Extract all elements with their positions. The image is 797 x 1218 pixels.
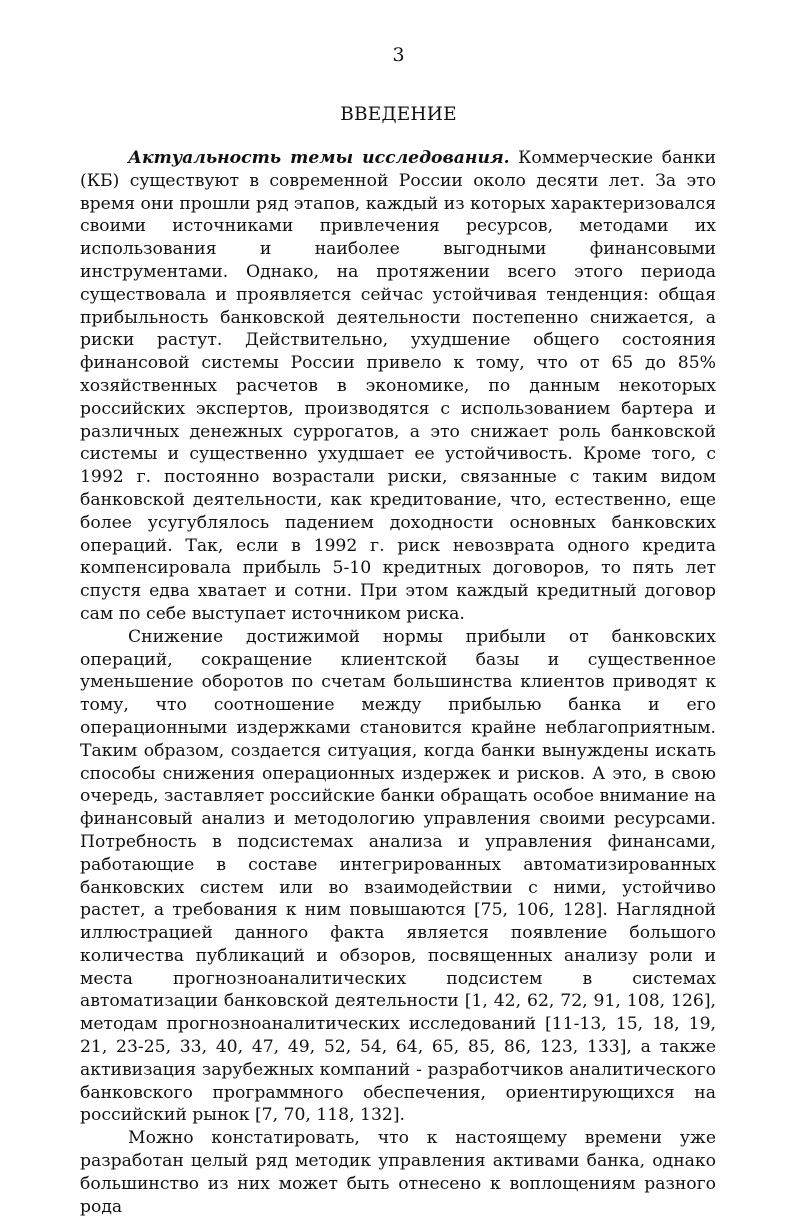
page-number: 3 <box>392 44 405 66</box>
paragraph-relevance <box>80 147 716 626</box>
paragraph-profit-decline: Снижение достижимой нормы прибыли от банковских операций, сокращение клиентской базы и существенное уменьшение оборотов по счетам большинства клиентов приводят к тому, что соотношение между прибылью банка и его операционными издержками становится крайне неблагоприятным. Таким образом, создается ситуация, когда банки вынуждены искать способы снижения операционных издержек и рисков. А это, в свою очередь, заставляет российские банки обращать особое внимание на финансовый анализ и методологию управления своими ресурсами. Потребность в подсистемах анализа и управления финансами, работающие в составе интегрированных автоматизированных банковских систем или во взаимодействии с ними, устойчиво растет, а требования к ним повышаются [75, 106, 128]. Наглядной иллюстрацией данного факта является появление большого количества публикаций и обзоров, посвященных анализу роли и места прогнозноаналитических подсистем в системах автоматизации банковской деятельности [1, 42, 62, 72, 91, 108, 126], методам прогнозноаналитических исследований [11-13, 15, 18, 19, 21, 23-25, 33, 40, 47, 49, 52, 54, 64, 65, 85, 86, 123, 133], а также активизация зарубежных компаний - разработчиков аналитического банковского программного обеспечения, ориентирующихся на российский рынок [7, 70, 118, 132]. <box>80 626 716 1126</box>
paragraph-methods: Можно констатировать, что к настоящему времени уже разработан целый ряд методик управления активами банка, однако большинство из них может быть отнесено к воплощениям разного рода <box>80 1128 716 1217</box>
body-text <box>80 147 716 1218</box>
paragraph-text: Коммерческие банки (КБ) существуют в современной России около десяти лет. За это время они прошли ряд этапов, каждый из которых характеризовался своими источниками привлечения ресурсов, методами их использования и наиболее выгодными финансовыми инструментами. Однако, на протяжении всего этого периода существовала и проявляется сейчас устойчивая тенденция: общая прибыльность банковской деятельности постепенно снижается, а риски растут. Действительно, ухудшение общего состояния финансовой системы России привело к тому, что от 65 до 85% хозяйственных расчетов в экономике, по данным некоторых российских экспертов, производятся с использованием бартера и различных денежных суррогатов, а это снижает роль банковской системы и существенно ухудшает ее устойчивость. Кроме того, с 1992 г. постоянно возрастали риски, связанные с таким видом банковской деятельности, как кредитование, что, естественно, еще более усугублялось падением доходности основных банковских операций. Так, если в 1992 г. риск невозврата одного кредита компенсировала прибыль 5-10 кредитных договоров, то пять лет спустя едва хватает и сотни. При этом каждый кредитный договор сам по себе выступает источником риска. <box>80 148 716 624</box>
paragraph-lead: Актуальность темы исследования. <box>128 148 510 168</box>
section-heading: ВВЕДЕНИЕ <box>340 104 457 125</box>
